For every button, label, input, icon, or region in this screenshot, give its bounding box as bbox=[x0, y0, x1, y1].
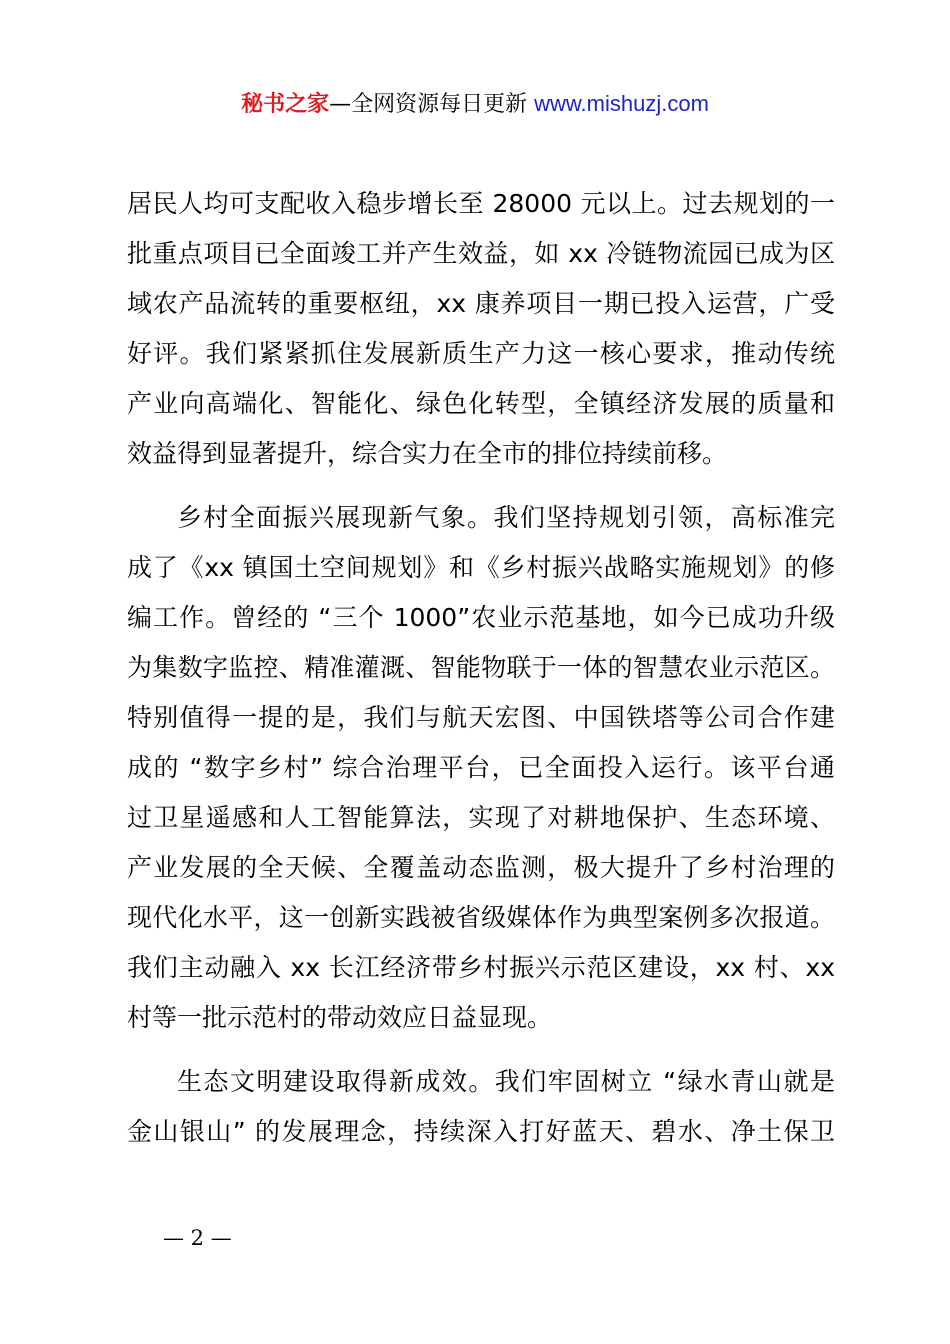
text-line: 好评。我们紧紧抓住发展新质生产力这一核心要求，推动传统 bbox=[127, 339, 835, 368]
text-line: 批重点项目已全面竣工并产生效益，如 xx 冷链物流园已成为区 bbox=[127, 239, 835, 268]
paragraph-2 bbox=[127, 493, 835, 1043]
text-line: 成了《xx 镇国土空间规划》和《乡村振兴战略实施规划》的修 bbox=[127, 553, 835, 582]
brand-name: 秘书之家 bbox=[241, 92, 330, 117]
text-line: 过卫星遥感和人工智能算法，实现了对耕地保护、生态环境、 bbox=[127, 803, 835, 832]
text-line: 产业向高端化、智能化、绿色化转型，全镇经济发展的质量和 bbox=[127, 389, 835, 418]
text-line: 产业发展的全天候、全覆盖动态监测，极大提升了乡村治理的 bbox=[127, 853, 835, 882]
text-line: 金山银山” 的发展理念，持续深入打好蓝天、碧水、净土保卫 bbox=[127, 1117, 835, 1146]
page-header bbox=[0, 88, 950, 121]
text-line: 乡村全面振兴展现新气象。我们坚持规划引领，高标准完 bbox=[177, 503, 835, 532]
text-line: 居民人均可支配收入稳步增长至 28000 元以上。过去规划的一 bbox=[127, 189, 835, 218]
text-line: 生态文明建设取得新成效。我们牢固树立 “绿水青山就是 bbox=[177, 1067, 835, 1096]
text-line: 特别值得一提的是，我们与航天宏图、中国铁塔等公司合作建 bbox=[127, 703, 835, 732]
header-url[interactable]: www.mishuzj.com bbox=[534, 91, 709, 116]
document-body bbox=[127, 179, 835, 1157]
paragraph-3 bbox=[127, 1057, 835, 1157]
text-line: 域农产品流转的重要枢纽，xx 康养项目一期已投入运营，广受 bbox=[127, 289, 835, 318]
text-line: 效益得到显著提升，综合实力在全市的排位持续前移。 bbox=[127, 439, 728, 468]
paragraph-1 bbox=[127, 179, 835, 479]
text-line: 编工作。曾经的 “三个 1000”农业示范基地，如今已成功升级 bbox=[127, 603, 835, 632]
header-tagline: —全网资源每日更新 bbox=[329, 92, 535, 117]
text-line: 成的 “数字乡村” 综合治理平台，已全面投入运行。该平台通 bbox=[127, 753, 835, 782]
text-line: 村等一批示范村的带动效应日益显现。 bbox=[127, 1003, 553, 1032]
text-line: 我们主动融入 xx 长江经济带乡村振兴示范区建设，xx 村、xx bbox=[127, 953, 835, 982]
page-number: — 2 — bbox=[163, 1226, 232, 1250]
text-line: 现代化水平，这一创新实践被省级媒体作为典型案例多次报道。 bbox=[127, 903, 835, 932]
text-line: 为集数字监控、精准灌溉、智能物联于一体的智慧农业示范区。 bbox=[127, 653, 835, 682]
